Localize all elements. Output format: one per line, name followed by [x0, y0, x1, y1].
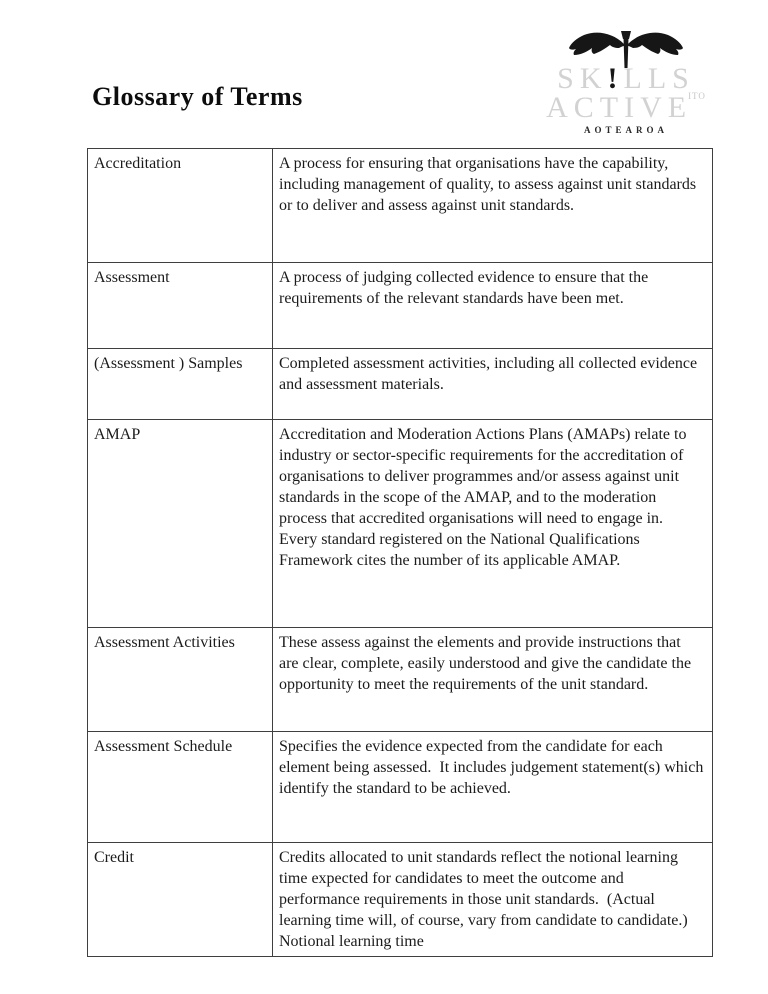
definition-cell: A process of judging collected evidence to ensure that the requirements of the relevant standards have been met. [273, 263, 713, 349]
table-row [88, 843, 713, 957]
table-row [88, 420, 713, 628]
logo-exclamation: ! [607, 62, 624, 95]
logo-text-active: ACTIVE [546, 91, 693, 124]
table-row [88, 263, 713, 349]
table-row [88, 628, 713, 732]
term-cell: AMAP [88, 420, 273, 628]
term-cell: Credit [88, 843, 273, 957]
definition-cell: These assess against the elements and provide instructions that are clear, complete, easily understood and give the candidate the opportunity to meet the requirements of the unit standard. [273, 628, 713, 732]
logo-wordmark-skills [540, 64, 712, 94]
skills-active-logo [540, 28, 712, 135]
definition-cell: Completed assessment activities, including all collected evidence and assessment materials. [273, 349, 713, 420]
logo-wordmark-active [540, 92, 712, 123]
term-cell: Assessment [88, 263, 273, 349]
table-row [88, 732, 713, 843]
definition-cell: A process for ensuring that organisations have the capability, including management of quality, to assess against unit standards or to deliver and assess against unit standards. [273, 149, 713, 263]
page-title: Glossary of Terms [92, 82, 303, 111]
definition-cell: Accreditation and Moderation Actions Plans (AMAPs) relate to industry or sector-specific requirements for the accreditation of organisations to deliver programmes and/or assess against unit standards in the scope of the AMAP, and to the moderation process that accredited organisations will need to engage in. Every standard registered on the National Qualifications Framework cites the number of its applicable AMAP. [273, 420, 713, 628]
term-cell: (Assessment ) Samples [88, 349, 273, 420]
term-cell: Accreditation [88, 149, 273, 263]
logo-text-sk: SK [557, 62, 608, 95]
logo-ito-superscript: ITO [688, 91, 706, 101]
definition-cell: Credits allocated to unit standards reflect the notional learning time expected for candidates to meet the outcome and performance requirements in those unit standards. (Actual learning time will, of course, vary from candidate to candidate.) Notional learning time [273, 843, 713, 957]
table-row [88, 149, 713, 263]
term-cell: Assessment Activities [88, 628, 273, 732]
term-cell: Assessment Schedule [88, 732, 273, 843]
logo-text-aotearoa: AOTEAROA [583, 125, 668, 135]
table-row [88, 349, 713, 420]
logo-text-lls: LLS [623, 62, 695, 95]
glossary-table [87, 148, 713, 957]
definition-cell: Specifies the evidence expected from the candidate for each element being assessed. It includes judgement statement(s) which identify the standard to be achieved. [273, 732, 713, 843]
